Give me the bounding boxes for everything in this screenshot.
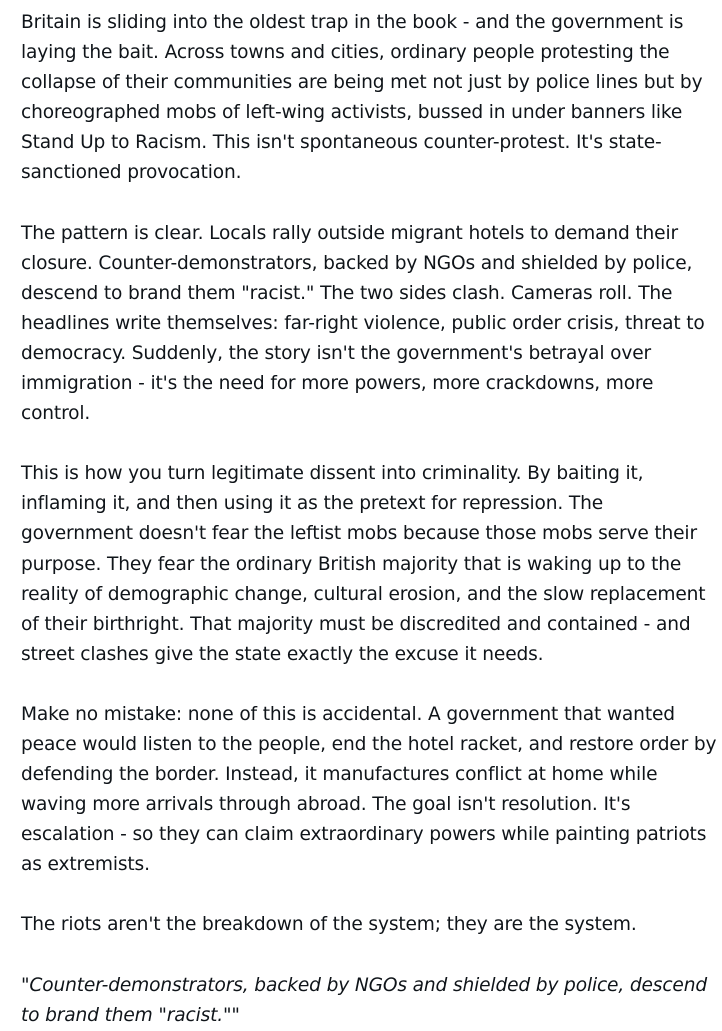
post-body <box>21 8 717 1031</box>
post-paragraph-5: The riots aren't the breakdown of the system; they are the system. <box>21 914 637 936</box>
post-paragraph-4: Make no mistake: none of this is accidental. A government that wanted peace would listen to the people, end the hotel racket, and restore order by defending the border. Instead, it manufactures conflict at home while waving more arrivals through abroad. The goal isn't resolution. It's escalation - so they can claim extraordinary powers while painting patriots as extremists. <box>21 703 717 876</box>
post-paragraph-3: This is how you turn legitimate dissent into criminality. By baiting it, inflaming it, and then using it as the pretext for repression. The government doesn't fear the leftist mobs because those mobs serve their purpose. They fear the ordinary British majority that is waking up to the reality of demographic change, cultural erosion, and the slow replacement of their birthright. That majority must be discredited and contained - and street clashes give the state exactly the excuse it needs. <box>21 463 706 665</box>
post-paragraph-1: Britain is sliding into the oldest trap in the book - and the government is laying the bait. Across towns and cities, ordinary people protesting the collapse of their communities are being met not just by police lines but by choreographed mobs of left-wing activists, bussed in under banners like Stand Up to Racism. This isn't spontaneous counter-protest. It's state-sanctioned provocation. <box>21 12 703 184</box>
highlighted-quote: "Counter-demonstrators, backed by NGOs and shielded by police, descend to brand them "racist."" <box>21 974 707 1026</box>
post-paragraph-2: The pattern is clear. Locals rally outside migrant hotels to demand their closure. Counter-demonstrators, backed by NGOs and shielded by police, descend to brand them "racist." The two sides clash. Cameras roll. The headlines write themselves: far-right violence, public order crisis, threat to democracy. Suddenly, the story isn't the government's betrayal over immigration - it's the need for more powers, more crackdowns, more control. <box>21 222 705 425</box>
